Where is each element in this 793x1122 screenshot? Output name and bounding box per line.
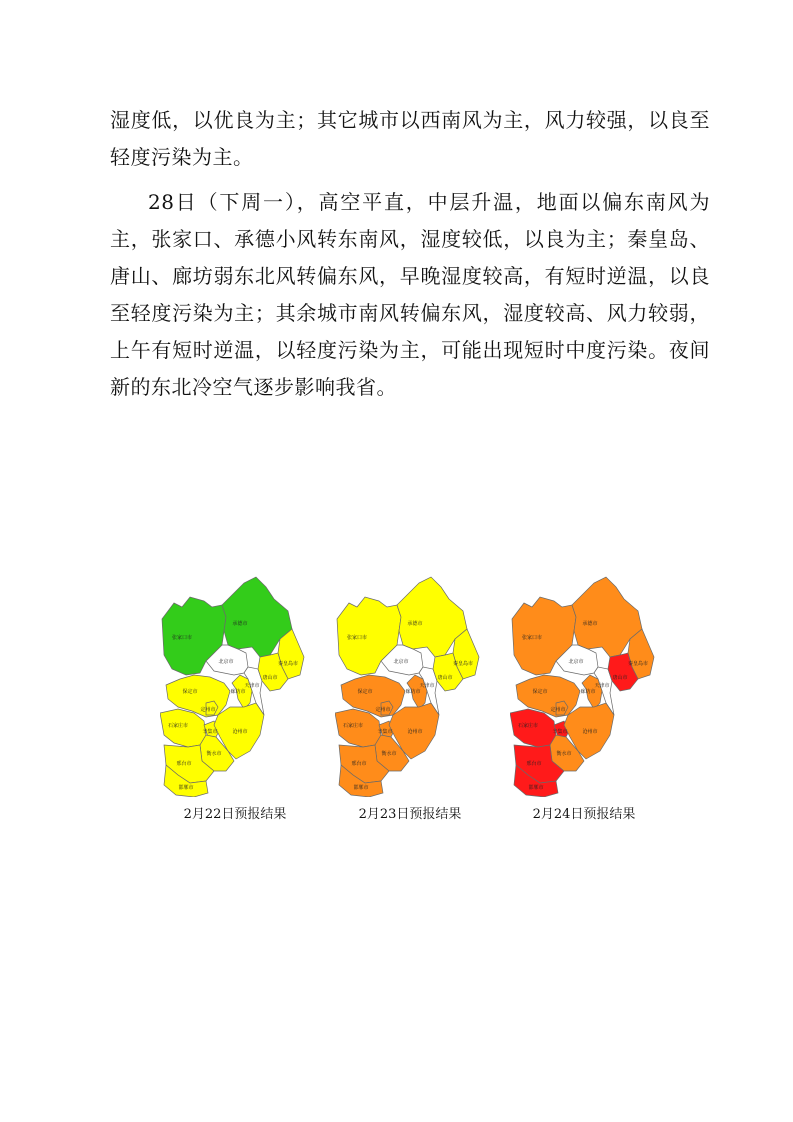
region-label-cangzhou: 沧州市 (407, 729, 423, 735)
region-label-shijiazhuang: 石家庄市 (342, 723, 364, 729)
map-caption-feb22: 2月22日预报结果 (183, 807, 287, 822)
region-label-chengde: 承德市 (407, 621, 423, 627)
map-caption-feb23: 2月23日预报结果 (358, 807, 462, 822)
region-label-langfang: 廊坊市 (580, 689, 596, 695)
region-label-tangshan: 唐山市 (612, 675, 628, 681)
region-label-zhangjiakou: 张家口市 (346, 635, 368, 641)
region-label-langfang: 廊坊市 (230, 689, 246, 695)
paragraph-continued: 湿度低，以优良为主；其它城市以西南风为主，风力较强，以良至轻度污染为主。 (110, 108, 710, 169)
region-label-handan: 邯郸市 (353, 785, 369, 791)
forecast-map-feb23 (335, 575, 485, 797)
region-label-baoding: 保定市 (357, 689, 373, 695)
region-label-hengshui: 衡水市 (381, 751, 397, 757)
hebei-air-quality-map (160, 575, 310, 797)
map-caption-feb24: 2月24日预报结果 (532, 807, 636, 822)
region-label-chengde: 承德市 (232, 621, 248, 627)
region-label-xinji: 辛集市 (377, 729, 393, 735)
region-label-shijiazhuang: 石家庄市 (167, 723, 189, 729)
region-label-qinhuangdao: 秦皇岛市 (277, 661, 299, 667)
region-label-beijing: 北京市 (393, 659, 409, 665)
region-label-cangzhou: 沧州市 (232, 729, 248, 735)
paragraph-forecast-28: 28日（下周一），高空平直，中层升温，地面以偏东南风为主，张家口、承德小风转东南风，湿度较低，以良为主；秦皇岛、唐山、廊坊弱东北风转偏东风，早晚湿度较高，有短时逆温，以良至轻度污染为主；其余城市南风转偏东风，湿度较高、风力较弱，上午有短时逆温，以轻度污染为主，可能出现短时中度污染。夜间新的东北冷空气逐步影响我省。 (110, 190, 710, 399)
region-label-handan: 邯郸市 (528, 785, 544, 791)
region-label-xinji: 辛集市 (552, 729, 568, 735)
region-label-xingtai: 邢台市 (526, 761, 542, 767)
region-label-tianjin: 天津市 (594, 683, 610, 689)
region-label-shijiazhuang: 石家庄市 (517, 723, 539, 729)
region-label-cangzhou: 沧州市 (582, 729, 598, 735)
region-label-tangshan: 唐山市 (437, 675, 453, 681)
region-label-chengde: 承德市 (582, 621, 598, 627)
region-label-dingzhou: 定州市 (550, 707, 566, 713)
forecast-map-feb22 (160, 575, 310, 797)
region-label-hengshui: 衡水市 (206, 751, 222, 757)
region-label-beijing: 北京市 (568, 659, 584, 665)
region-label-xinji: 辛集市 (202, 729, 218, 735)
region-label-baoding: 保定市 (532, 689, 548, 695)
region-label-tianjin: 天津市 (244, 683, 260, 689)
region-label-zhangjiakou: 张家口市 (171, 635, 193, 641)
hebei-air-quality-map (335, 575, 485, 797)
region-label-xingtai: 邢台市 (176, 761, 192, 767)
region-label-xingtai: 邢台市 (351, 761, 367, 767)
region-label-dingzhou: 定州市 (375, 707, 391, 713)
region-label-zhangjiakou: 张家口市 (521, 635, 543, 641)
region-label-qinhuangdao: 秦皇岛市 (627, 661, 649, 667)
region-label-beijing: 北京市 (218, 659, 234, 665)
region-label-hengshui: 衡水市 (556, 751, 572, 757)
region-label-langfang: 廊坊市 (405, 689, 421, 695)
region-label-tianjin: 天津市 (419, 683, 435, 689)
region-label-qinhuangdao: 秦皇岛市 (452, 661, 474, 667)
region-label-tangshan: 唐山市 (262, 675, 278, 681)
forecast-map-feb24 (510, 575, 660, 797)
region-label-dingzhou: 定州市 (200, 707, 216, 713)
region-label-baoding: 保定市 (182, 689, 198, 695)
hebei-air-quality-map (510, 575, 660, 797)
region-label-handan: 邯郸市 (178, 785, 194, 791)
